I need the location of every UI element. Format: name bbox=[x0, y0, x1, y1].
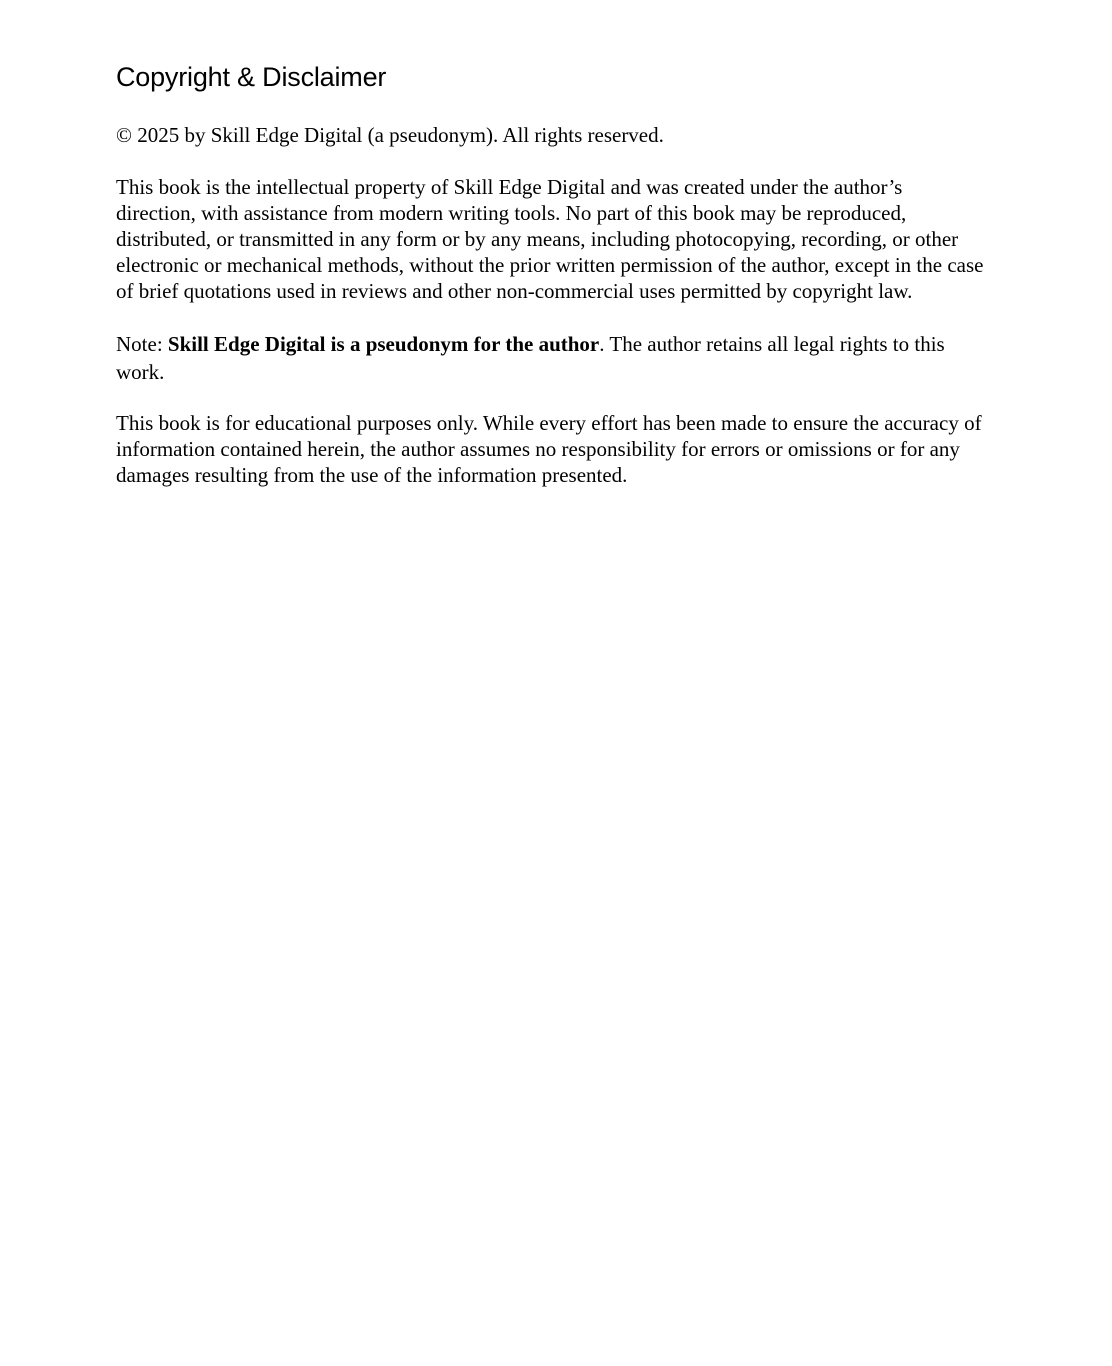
pseudonym-note bbox=[116, 330, 986, 386]
disclaimer-paragraph: This book is for educational purposes only. While every effort has been made to ensure the accuracy of information contained herein, the author assumes no responsibility for errors or omissions or for any damages resulting from the use of the information presented. bbox=[116, 411, 982, 487]
note-prefix: Note: bbox=[116, 332, 168, 356]
intellectual-property-paragraph: This book is the intellectual property of Skill Edge Digital and was created under the author’s direction, with assistance from modern writing tools. No part of this book may be reproduced, distributed, or transmitted in any form or by any means, including photocopying, recording, or other electronic or mechanical methods, without the prior written permission of the author, except in the case of brief quotations used in reviews and other non-commercial uses permitted by copyright law. bbox=[116, 175, 984, 303]
page-title: Copyright & Disclaimer bbox=[116, 62, 387, 92]
copyright-line: © 2025 by Skill Edge Digital (a pseudonym). All rights reserved. bbox=[116, 123, 664, 147]
note-bold-statement: Skill Edge Digital is a pseudonym for the author bbox=[167, 332, 600, 356]
document-page bbox=[116, 58, 986, 488]
note-suffix: . The author retains all legal rights to this work. bbox=[116, 332, 945, 384]
